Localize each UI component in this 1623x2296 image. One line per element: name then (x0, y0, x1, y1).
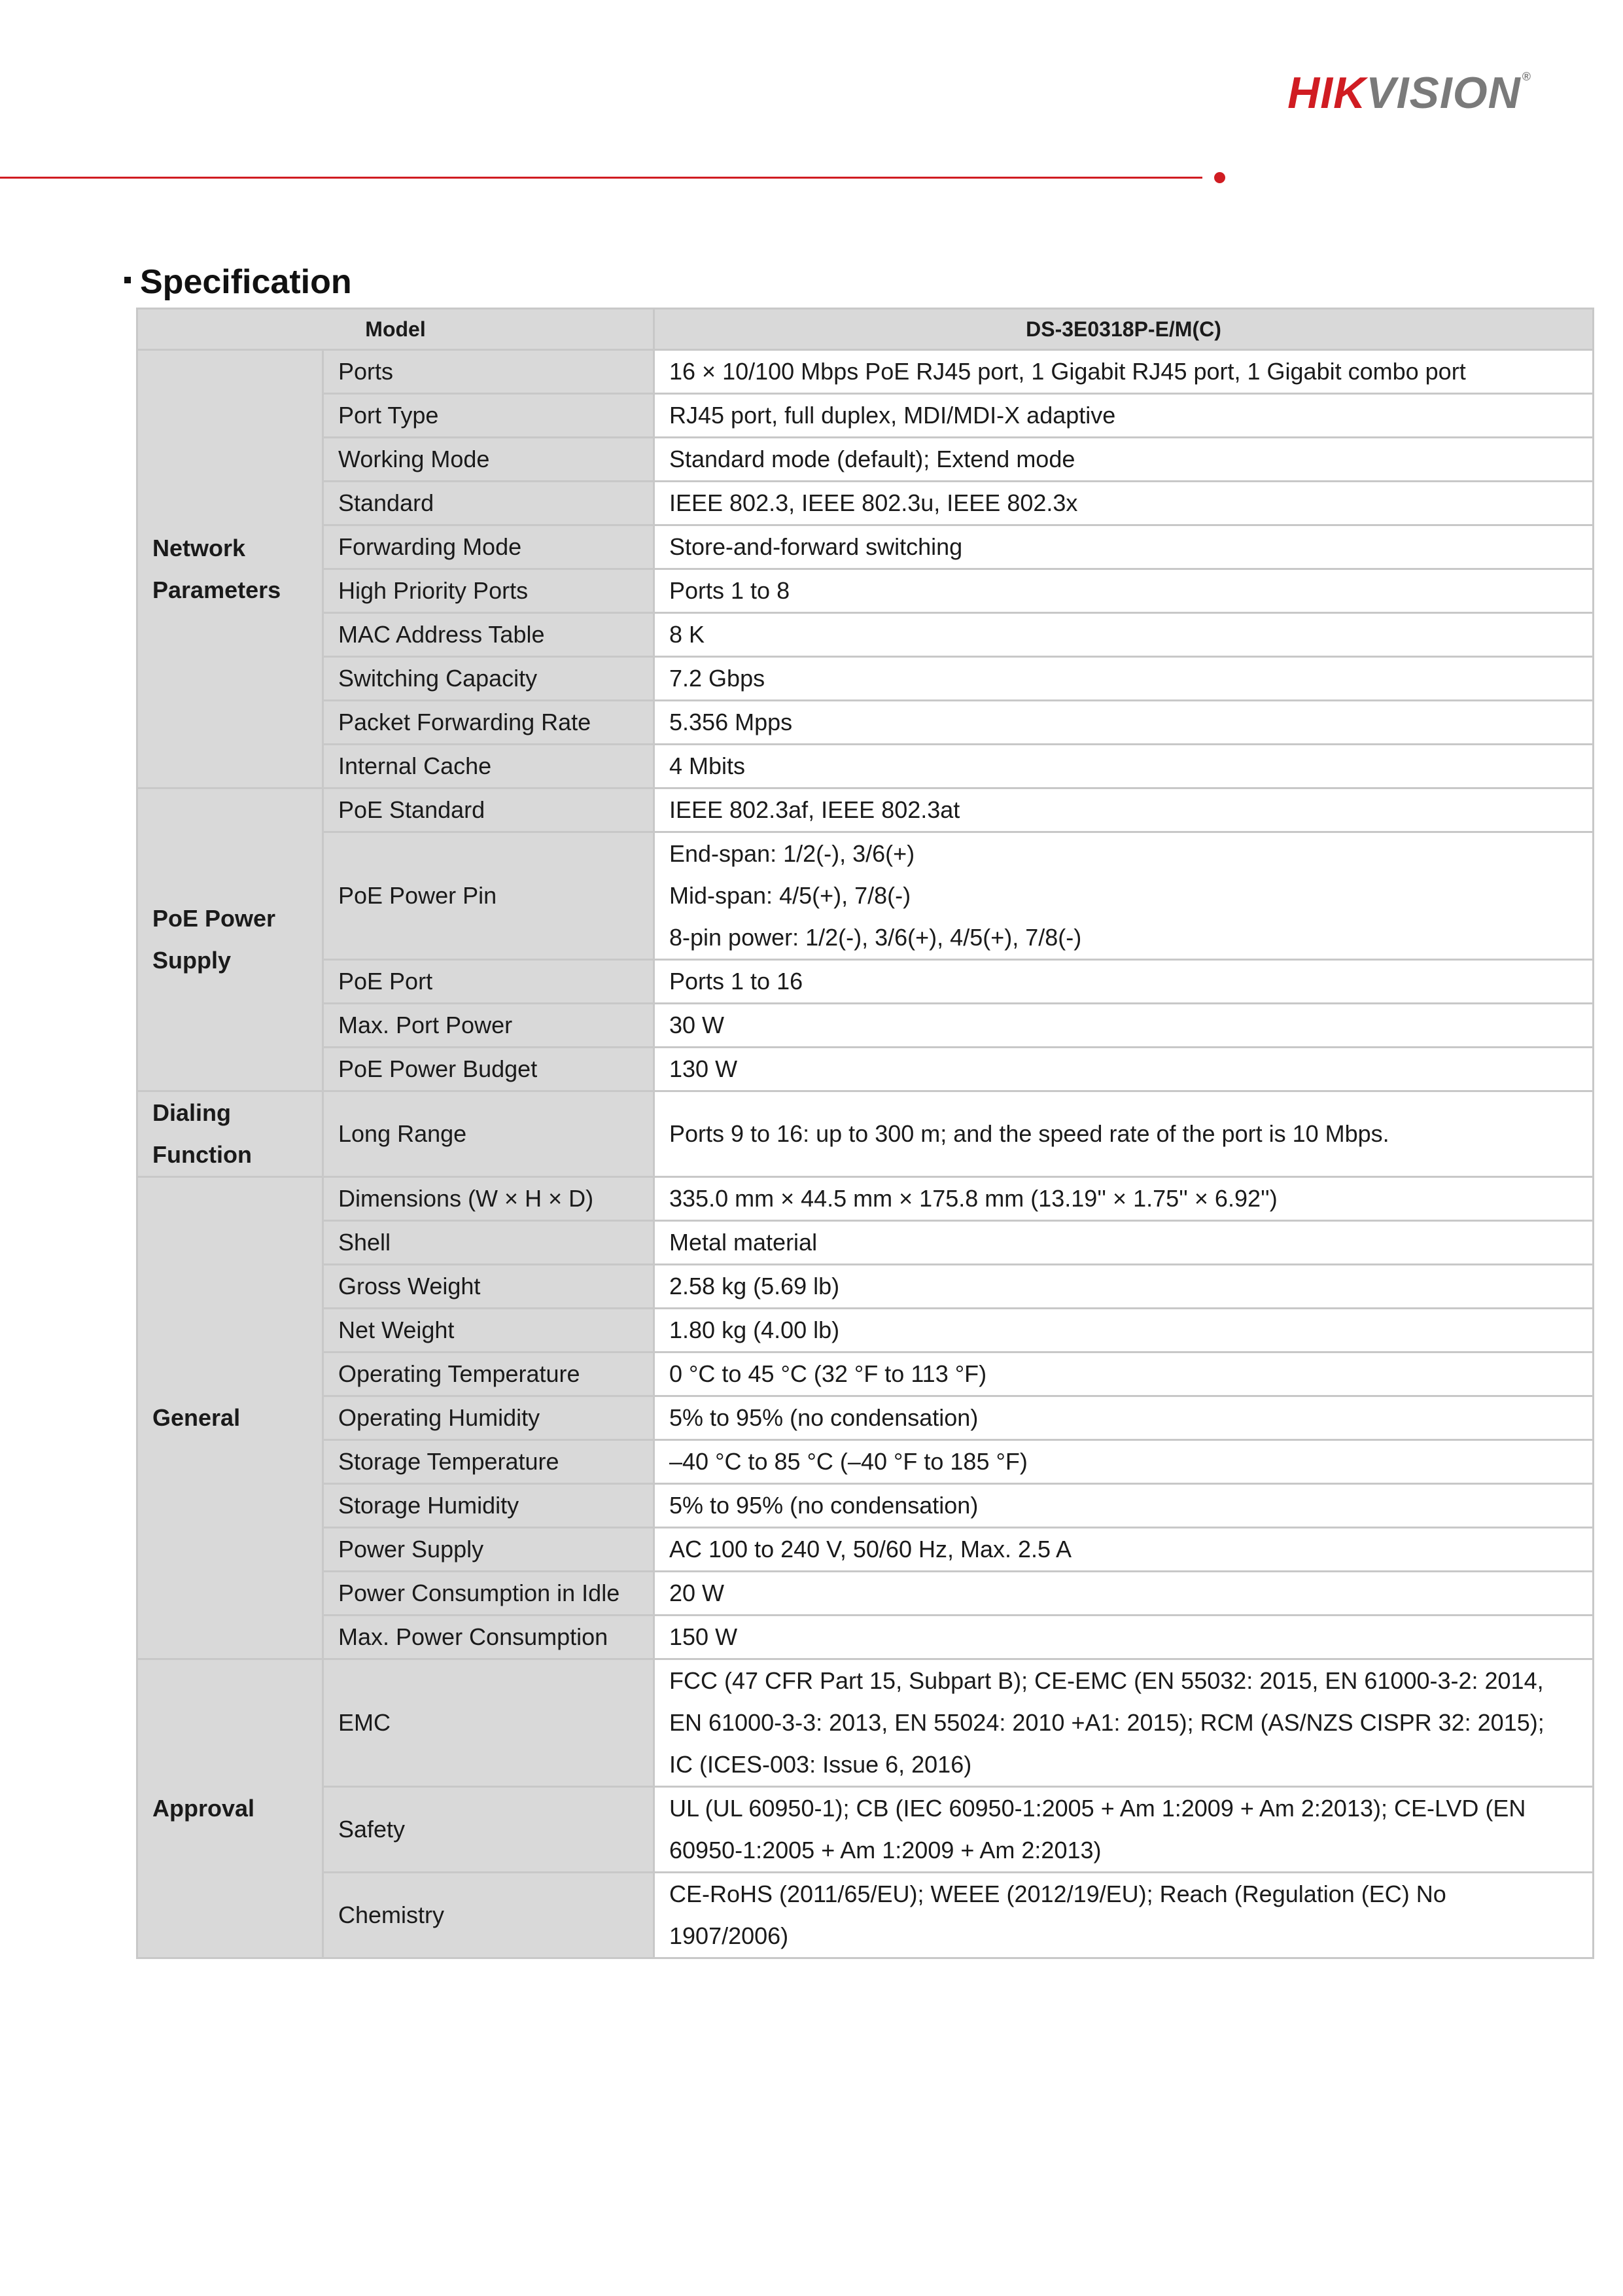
table-row (137, 1659, 1594, 1787)
value-line: 5% to 95% (no condensation) (669, 1492, 979, 1519)
model-value: DS-3E0318P-E/M(C) (654, 309, 1594, 350)
param-label: PoE Power Budget (323, 1048, 654, 1091)
category-general: General (137, 1177, 323, 1659)
value-line: 130 W (669, 1055, 738, 1082)
value-line: Metal material (669, 1229, 818, 1256)
param-label: Net Weight (323, 1309, 654, 1352)
param-value (654, 1484, 1594, 1528)
table-row (137, 394, 1594, 438)
value-line: 8 K (669, 621, 705, 648)
param-label: Safety (323, 1787, 654, 1873)
param-label: PoE Standard (323, 788, 654, 832)
value-line: 4 Mbits (669, 752, 746, 779)
section-title: Specification (124, 265, 352, 299)
param-value (654, 1396, 1594, 1440)
table-row (137, 1440, 1594, 1484)
param-value (654, 1787, 1594, 1873)
value-line: 1.80 kg (4.00 lb) (669, 1316, 840, 1343)
value-line: 5.356 Mpps (669, 709, 793, 735)
value-line: FCC (47 CFR Part 15, Subpart B); CE-EMC (EN 55032: 2015, EN 61000-3-2: 2014, (669, 1667, 1544, 1694)
param-label: Shell (323, 1221, 654, 1265)
table-row (137, 1616, 1594, 1659)
value-line: 20 W (669, 1580, 725, 1606)
table-row (137, 1265, 1594, 1309)
param-label: High Priority Ports (323, 569, 654, 613)
hikvision-logo: HIKVISION ® (1287, 68, 1531, 118)
param-value (654, 745, 1594, 788)
param-label: MAC Address Table (323, 613, 654, 657)
value-line: 8-pin power: 1/2(-), 3/6(+), 4/5(+), 7/8(-) (669, 924, 1082, 951)
param-label: EMC (323, 1659, 654, 1787)
table-row (137, 613, 1594, 657)
param-value (654, 1659, 1594, 1787)
value-line: End-span: 1/2(-), 3/6(+) (669, 840, 915, 867)
table-row (137, 745, 1594, 788)
param-value (654, 832, 1594, 960)
value-line: IC (ICES-003: Issue 6, 2016) (669, 1751, 972, 1778)
value-line: Store-and-forward switching (669, 533, 963, 560)
table-row (137, 788, 1594, 832)
model-label: Model (137, 309, 654, 350)
param-value (654, 960, 1594, 1004)
bullet-icon (124, 277, 131, 283)
param-value (654, 1177, 1594, 1221)
value-line: IEEE 802.3af, IEEE 802.3at (669, 796, 960, 823)
value-line: 0 °C to 45 °C (32 °F to 113 °F) (669, 1360, 987, 1387)
param-label: Power Supply (323, 1528, 654, 1572)
param-label: Max. Power Consumption (323, 1616, 654, 1659)
table-row (137, 438, 1594, 482)
param-label: Internal Cache (323, 745, 654, 788)
table-row (137, 657, 1594, 701)
param-label: Switching Capacity (323, 657, 654, 701)
param-label: Storage Humidity (323, 1484, 654, 1528)
value-line: IEEE 802.3, IEEE 802.3u, IEEE 802.3x (669, 489, 1078, 516)
value-line: –40 °C to 85 °C (–40 °F to 185 °F) (669, 1448, 1028, 1475)
table-row (137, 960, 1594, 1004)
specification-table (136, 308, 1594, 1959)
param-value (654, 1873, 1594, 1958)
table-row (137, 832, 1594, 960)
category-dialing-function: Dialing Function (137, 1091, 323, 1177)
table-row (137, 1004, 1594, 1048)
table-row (137, 701, 1594, 745)
param-label: Power Consumption in Idle (323, 1572, 654, 1616)
header-rule (0, 177, 1202, 179)
header-rule-dot (1214, 172, 1225, 183)
table-row (137, 569, 1594, 613)
param-label: Standard (323, 482, 654, 525)
table-header-row (137, 309, 1594, 350)
value-line: AC 100 to 240 V, 50/60 Hz, Max. 2.5 A (669, 1536, 1072, 1563)
param-value (654, 1004, 1594, 1048)
param-value (654, 1528, 1594, 1572)
param-value (654, 613, 1594, 657)
param-label: Gross Weight (323, 1265, 654, 1309)
value-line: Ports 1 to 8 (669, 577, 790, 604)
table-row (137, 525, 1594, 569)
value-line: 60950-1:2005 + Am 1:2009 + Am 2:2013) (669, 1837, 1102, 1863)
table-row (137, 1177, 1594, 1221)
value-line: 335.0 mm × 44.5 mm × 175.8 mm (13.19'' × 1.75'' × 6.92'') (669, 1185, 1278, 1212)
value-line: 150 W (669, 1623, 738, 1650)
param-value (654, 438, 1594, 482)
param-label: Dimensions (W × H × D) (323, 1177, 654, 1221)
value-line: Mid-span: 4/5(+), 7/8(-) (669, 882, 911, 909)
param-value (654, 1616, 1594, 1659)
value-line: UL (UL 60950-1); CB (IEC 60950-1:2005 + Am 1:2009 + Am 2:2013); CE-LVD (EN (669, 1795, 1526, 1822)
value-line: 16 × 10/100 Mbps PoE RJ45 port, 1 Gigabit RJ45 port, 1 Gigabit combo port (669, 358, 1466, 385)
table-row (137, 1873, 1594, 1958)
table-row (137, 1528, 1594, 1572)
param-value (654, 1265, 1594, 1309)
table-row (137, 1787, 1594, 1873)
value-line: CE-RoHS (2011/65/EU); WEEE (2012/19/EU); Reach (Regulation (EC) No (669, 1881, 1446, 1907)
param-label: Port Type (323, 394, 654, 438)
category-network-parameters: Network Parameters (137, 350, 323, 788)
param-value (654, 701, 1594, 745)
table-row (137, 1091, 1594, 1177)
value-line: Ports 1 to 16 (669, 968, 803, 995)
table-row (137, 1352, 1594, 1396)
value-line: Standard mode (default); Extend mode (669, 446, 1075, 472)
value-line: 30 W (669, 1012, 725, 1038)
param-value (654, 1352, 1594, 1396)
param-value (654, 1048, 1594, 1091)
param-value (654, 1440, 1594, 1484)
param-label: PoE Power Pin (323, 832, 654, 960)
specification-body (137, 350, 1594, 1958)
table-row (137, 1484, 1594, 1528)
param-value (654, 788, 1594, 832)
table-row (137, 1572, 1594, 1616)
value-line: 7.2 Gbps (669, 665, 765, 692)
table-row (137, 1221, 1594, 1265)
category-poe-power-supply: PoE Power Supply (137, 788, 323, 1091)
param-value (654, 1221, 1594, 1265)
param-value (654, 1309, 1594, 1352)
param-label: Storage Temperature (323, 1440, 654, 1484)
param-label: PoE Port (323, 960, 654, 1004)
param-value (654, 569, 1594, 613)
param-value (654, 1572, 1594, 1616)
param-label: Working Mode (323, 438, 654, 482)
param-label: Long Range (323, 1091, 654, 1177)
category-approval: Approval (137, 1659, 323, 1958)
param-label: Max. Port Power (323, 1004, 654, 1048)
table-row (137, 1048, 1594, 1091)
value-line: EN 61000-3-3: 2013, EN 55024: 2010 +A1: 2015); RCM (AS/NZS CISPR 32: 2015); (669, 1709, 1544, 1736)
value-line: Ports 9 to 16: up to 300 m; and the speed rate of the port is 10 Mbps. (669, 1120, 1389, 1147)
param-value (654, 482, 1594, 525)
value-line: 1907/2006) (669, 1922, 789, 1949)
table-row (137, 1309, 1594, 1352)
value-line: 5% to 95% (no condensation) (669, 1404, 979, 1431)
param-label: Ports (323, 350, 654, 394)
param-value (654, 350, 1594, 394)
param-value (654, 525, 1594, 569)
param-label: Operating Temperature (323, 1352, 654, 1396)
param-label: Operating Humidity (323, 1396, 654, 1440)
table-row (137, 1396, 1594, 1440)
value-line: 2.58 kg (5.69 lb) (669, 1273, 840, 1299)
param-value (654, 1091, 1594, 1177)
param-value (654, 394, 1594, 438)
value-line: RJ45 port, full duplex, MDI/MDI-X adaptive (669, 402, 1116, 429)
param-value (654, 657, 1594, 701)
param-label: Packet Forwarding Rate (323, 701, 654, 745)
param-label: Forwarding Mode (323, 525, 654, 569)
table-row (137, 350, 1594, 394)
param-label: Chemistry (323, 1873, 654, 1958)
table-row (137, 482, 1594, 525)
